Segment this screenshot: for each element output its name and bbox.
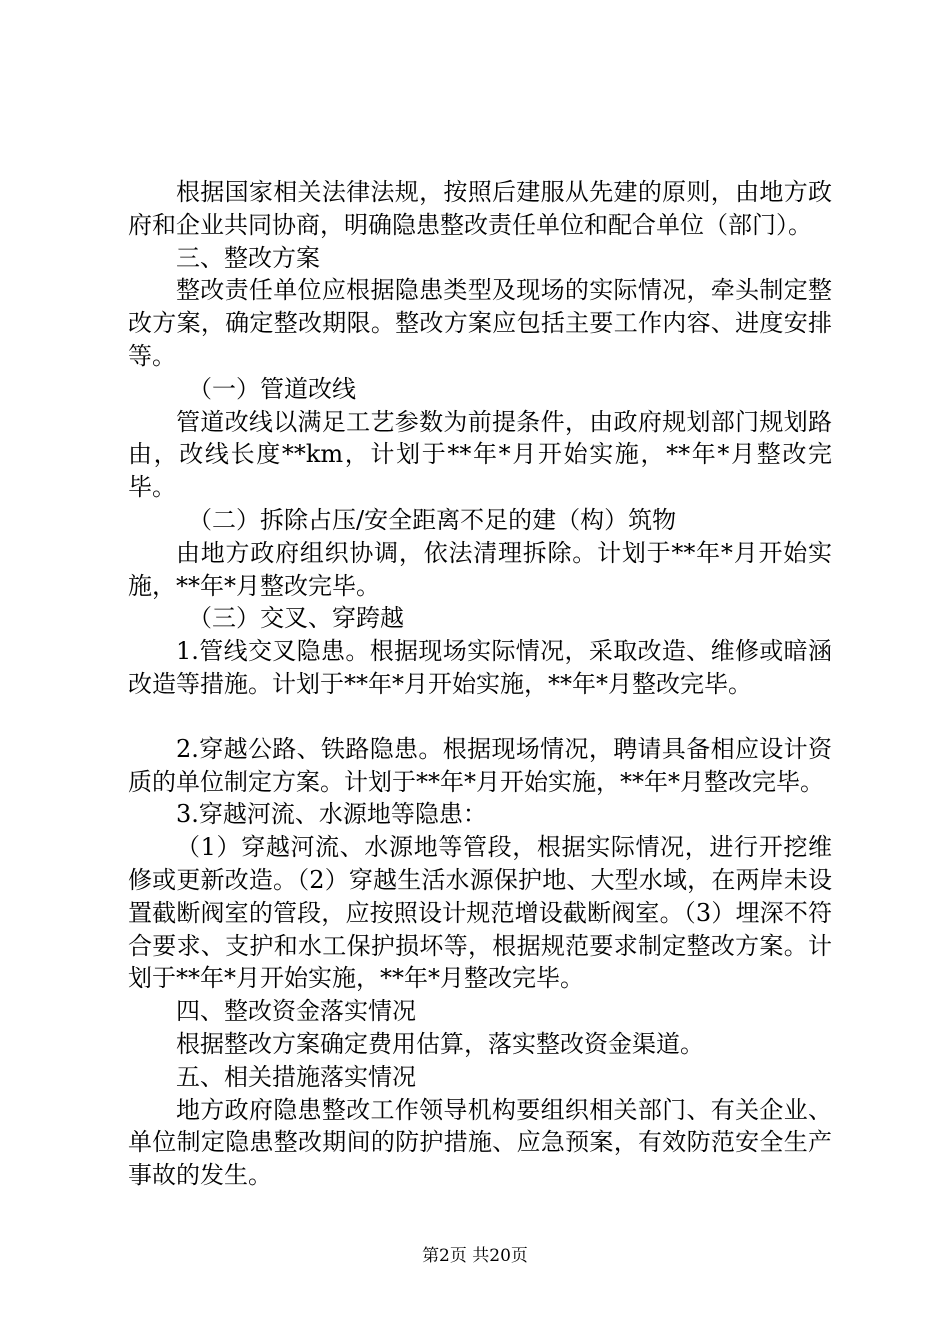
- page-number-footer: 第2页 共20页: [422, 1246, 528, 1266]
- paragraph-river-crossing-title: 3.穿越河流、水源地等隐患：: [176, 800, 487, 829]
- paragraph-demolition: 由地方政府组织协调，依法清理拆除。计划于**年*月开始实施，**年*月整改完毕。: [128, 538, 832, 600]
- paragraph-pipeline-crossing: 1.管线交叉隐患。根据现场实际情况，采取改造、维修或暗涵改造等措施。计划于**年*月开始实施，**年*月整改完毕。: [128, 637, 832, 698]
- subheading-pipeline-rerouting: （一）管道改线: [188, 374, 356, 403]
- subheading-demolition: （二）拆除占压/安全距离不足的建（构）筑物: [188, 505, 677, 534]
- blank-line: [128, 701, 832, 733]
- subheading-crossings: （三）交叉、穿跨越: [188, 604, 404, 633]
- paragraph-responsibility: 根据国家相关法律法规，按照后建服从先建的原则，由地方政府和企业共同协商，明确隐患整改责任单位和配合单位（部门）。: [128, 178, 832, 239]
- paragraph-river-crossing-detail: （1）穿越河流、水源地等管段，根据实际情况，进行开挖维修或更新改造。（2）穿越生活水源保护地、大型水域，在两岸未设置截断阀室的管段，应按照设计规范增设截断阀室。（3）埋深不符合要求、支护和水工保护损坏等，根据规范要求制定整改方案。计划于**年*月开始实施，**年*月整改完毕。: [128, 833, 832, 993]
- paragraph-funding: 根据整改方案确定费用估算，落实整改资金渠道。: [176, 1029, 704, 1058]
- heading-measures: 五、相关措施落实情况: [176, 1062, 416, 1091]
- paragraph-road-rail-crossing: 2.穿越公路、铁路隐患。根据现场情况，聘请具备相应设计资质的单位制定方案。计划于**年*月开始实施，**年*月整改完毕。: [128, 734, 832, 796]
- heading-funding: 四、整改资金落实情况: [176, 997, 416, 1026]
- paragraph-pipeline-rerouting: 管道改线以满足工艺参数为前提条件，由政府规划部门规划路由，改线长度**km，计划于**年*月开始实施，**年*月整改完毕。: [128, 407, 832, 502]
- heading-rectification-plan: 三、整改方案: [176, 243, 320, 272]
- document-body: [128, 176, 832, 1192]
- paragraph-measures: 地方政府隐患整改工作领导机构要组织相关部门、有关企业、单位制定隐患整改期间的防护措施、应急预案，有效防范安全生产事故的发生。: [128, 1095, 832, 1190]
- paragraph-plan-intro: 整改责任单位应根据隐患类型及现场的实际情况，牵头制定整改方案，确定整改期限。整改方案应包括主要工作内容、进度安排等。: [128, 276, 832, 370]
